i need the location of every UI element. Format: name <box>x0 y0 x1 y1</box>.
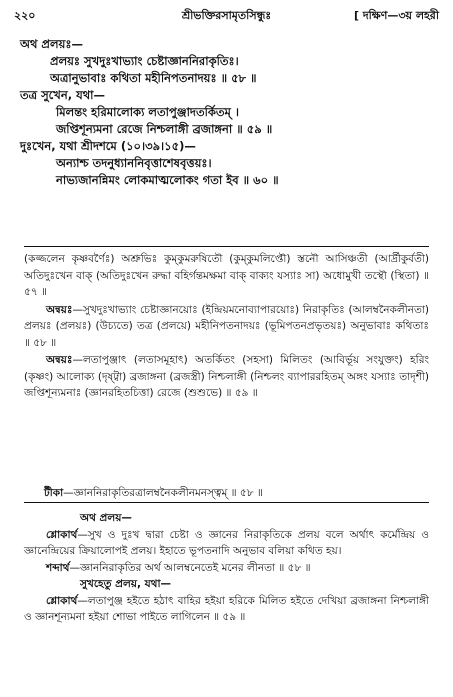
divider <box>24 502 429 503</box>
anvaya-text: —লতাপুঞ্জাৎ (লতাসমূহাৎ) অতর্কিতং (সহসা) মিলিতং (আবির্ভূয় সংযুক্তং) হরিং (কৃষ্ণং) আলোক্য (দৃষ্ট্বা) ব্রজাঙ্গনা (ব্রজস্ত্রী) নিশ্চলাঙ্গী (নিশ্চলং ব্যাপাররহিতম্ অঙ্গং যস্যাঃ তাদৃশী) জপ্তিশূন্যমনাঃ (জ্ঞানরহিতচিত্তা) রেজে (শুশুভে) ॥ ৫৯ ॥ <box>24 354 429 399</box>
section-label-sukha-hetu: সুখহেতু প্রলয়, যথা— <box>80 578 171 590</box>
tika-text: —জ্ঞাননিরাকৃতিরত্রালম্বনৈকলীনমনস্ত্বম্ ॥ ৫৮ ॥ <box>63 487 263 499</box>
verse-line: প্রলয়ঃ সুখদুঃখাভ্যাং চেষ্টাজ্ঞাননিরাকৃতিঃ। <box>50 54 239 68</box>
section-label-sukhena: তত্র সুখেন, যথা— <box>20 88 105 102</box>
slokartha-text: —সুখ ও দুঃখ দ্বারা চেষ্টা ও জ্ঞানের নিরাকৃতিকে প্রলয় বলে অর্থাৎ কর্মেন্দ্রিয় ও জ্ঞানেন্দ্রিয়ের ক্রিয়ালোপই প্রলয়। ইহাতে ভূপতনাদি অনুভাব বলিয়া কথিত হয়। <box>24 528 429 557</box>
slokartha-label: শ্লোকার্থ <box>46 528 78 541</box>
verse-line: অত্রানুভাবাঃ কথিতা মহীনিপতনাদয়ঃ ॥ ৫৮ ॥ <box>50 71 257 85</box>
shabdartha-label: শব্দার্থ <box>46 561 70 574</box>
verse-line: মিলন্তং হরিমালোক্য লতাপুঞ্জাদতর্কিতম্ । <box>56 105 240 119</box>
anvaya-label: অন্বয়ঃ <box>46 354 73 366</box>
sanskrit-verse-block <box>20 36 439 189</box>
commentary-block <box>24 251 429 403</box>
running-title: শ্রীভক্তিরসামৃতসিন্ধুঃ <box>181 9 272 22</box>
shabdartha-text: —জ্ঞাননিরাকৃতির অর্থ আলম্বনেতেই মনের লীনতা ॥ ৫৮ ॥ <box>69 561 311 574</box>
bengali-translation-block <box>24 510 429 626</box>
tika-line <box>44 486 439 500</box>
slokartha-text: —লতাপুঞ্জ হইতে হঠাৎ বাহির হইয়া হরিকে মিলিত হইতে দেখিয়া ব্রজাঙ্গনা নিশ্চলাঙ্গী ও জ্ঞানশূন্যমনা হইয়া শোভা পাইতে লাগিলেন ॥ ৫৯ ॥ <box>24 594 429 623</box>
commentary-paragraph: (কজ্জলেন কৃষ্ণবর্ণৈঃ) অশ্রুভিঃ কুম্কুমরুষিতৌ (কুম্কুমলিপ্তৌ) স্তনৌ আসিঞ্চতী (আর্দ্রীকুর্বতী) অতিদুঃখেন বাক্ (অতিদুঃখেন রুদ্ধা বহির্গন্তমক্ষমা বাক্ বাক্যং যস্যাঃ সা) অধোমুখী তস্থৌ (স্থিতা) ॥ ৫৭ ॥ <box>24 253 429 298</box>
page-number: ২২০ <box>14 9 36 22</box>
slokartha-paragraph <box>24 527 429 560</box>
anvaya-paragraph <box>24 302 429 352</box>
page-header <box>14 8 439 24</box>
verse-line: নাভ্যজানন্নিমং লোকমাত্মলোকং গতা ইব ॥ ৬০ ॥ <box>56 173 279 187</box>
verse-line: অন্যাশ্চ তদনুধ্যাননিবৃত্তাশেষবৃত্তয়ঃ। <box>56 156 212 170</box>
section-label-duhkhena: দুঃখেন, যথা শ্রীদশমে (১০।৩৯।১৫)— <box>20 139 196 153</box>
shabdartha-paragraph <box>24 560 429 577</box>
anvaya-label: অন্বয়ঃ <box>46 303 73 316</box>
divider <box>24 246 429 247</box>
anvaya-paragraph <box>24 352 429 402</box>
section-label-atha-pralaya: অথ প্রলয়— <box>80 512 132 524</box>
section-label-pralaya: অথ প্রলয়ঃ— <box>20 37 83 51</box>
slokartha-paragraph <box>24 593 429 626</box>
slokartha-label: শ্লোকার্থ <box>46 594 78 607</box>
chapter-indicator: [ দক্ষিণ—৩য় লহরী <box>354 9 439 22</box>
verse-line: জপ্তিশূন্যমনা রেজে নিশ্চলাঙ্গী ব্রজাঙ্গনা ॥ ৫৯ ॥ <box>56 122 273 136</box>
tika-label: টীকা <box>44 487 64 499</box>
anvaya-text: —সুখদুঃখাভ্যাং চেষ্টাজ্ঞানয়োঃ (ইন্দ্রিয়মনোব্যাপারয়োঃ) নিরাকৃতিঃ (আলম্বনৈকলীনতা) প্রলয়ঃ (প্রলয়ঃ) (উচ্যতে) তত্র (প্রলয়ে) মহীনিপতনাদয়ঃ (ভূমিপতনপ্রভৃতয়ঃ) অনুভাবাঃ কথিতাঃ ॥ ৫৮ ॥ <box>24 303 429 349</box>
